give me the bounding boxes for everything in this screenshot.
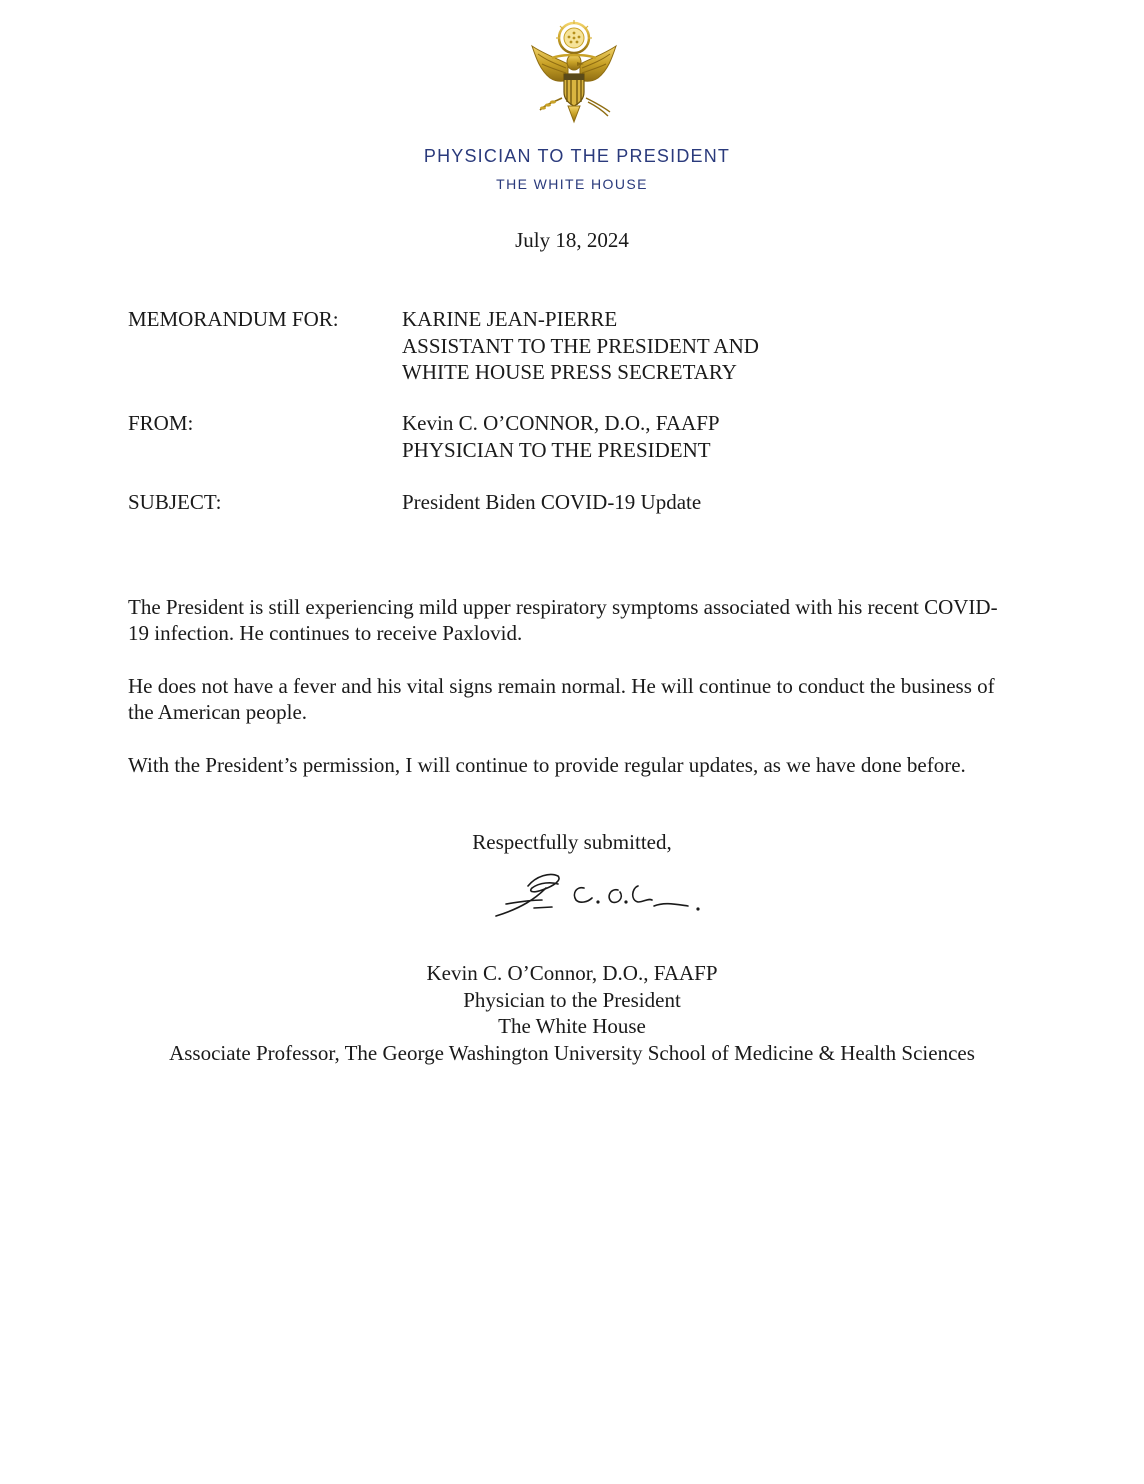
signature-image — [492, 864, 704, 920]
letterhead-title: PHYSICIAN TO THE PRESIDENT — [423, 146, 731, 166]
memo-from-line: PHYSICIAN TO THE PRESIDENT — [402, 437, 711, 462]
body-paragraph: With the President’s permission, I will continue to provide regular updates, as we have done before. — [128, 753, 966, 777]
memo-date: July 18, 2024 — [515, 228, 629, 252]
signer-name: Kevin C. O’Connor, D.O., FAAFP — [426, 961, 718, 985]
memo-for-line: KARINE JEAN-PIERRE — [402, 307, 618, 331]
memo-for-label: MEMORANDUM FOR: — [128, 307, 339, 331]
memo-from-label: FROM: — [128, 411, 194, 435]
letterhead-subtitle: THE WHITE HOUSE — [496, 176, 648, 192]
memo-subject-value: President Biden COVID-19 Update — [402, 490, 702, 514]
signer-affiliation: Associate Professor, The George Washington University School of Medicine & Health Sciences — [169, 1040, 975, 1065]
body-paragraph: The President is still experiencing mild upper respiratory symptoms associated with his recent COVID-19 infection. He continues to receive Paxlovid. — [128, 595, 998, 645]
signer-office: The White House — [498, 1014, 646, 1038]
memo-subject-label: SUBJECT: — [128, 490, 222, 514]
memo-for-line: WHITE HOUSE PRESS SECRETARY — [402, 360, 737, 384]
memo-for-line: ASSISTANT TO THE PRESIDENT AND — [402, 333, 759, 358]
body-paragraph: He does not have a fever and his vital signs remain normal. He will continue to conduct the business of the American people. — [128, 674, 995, 724]
signature-block — [0, 960, 1144, 1066]
memo-from-line: Kevin C. O’CONNOR, D.O., FAAFP — [402, 411, 720, 435]
memo-for-value — [402, 306, 759, 386]
signer-title: Physician to the President — [463, 987, 681, 1012]
closing-salutation: Respectfully submitted, — [472, 830, 672, 854]
memo-from-value — [402, 410, 720, 463]
presidential-seal-icon — [522, 18, 626, 124]
